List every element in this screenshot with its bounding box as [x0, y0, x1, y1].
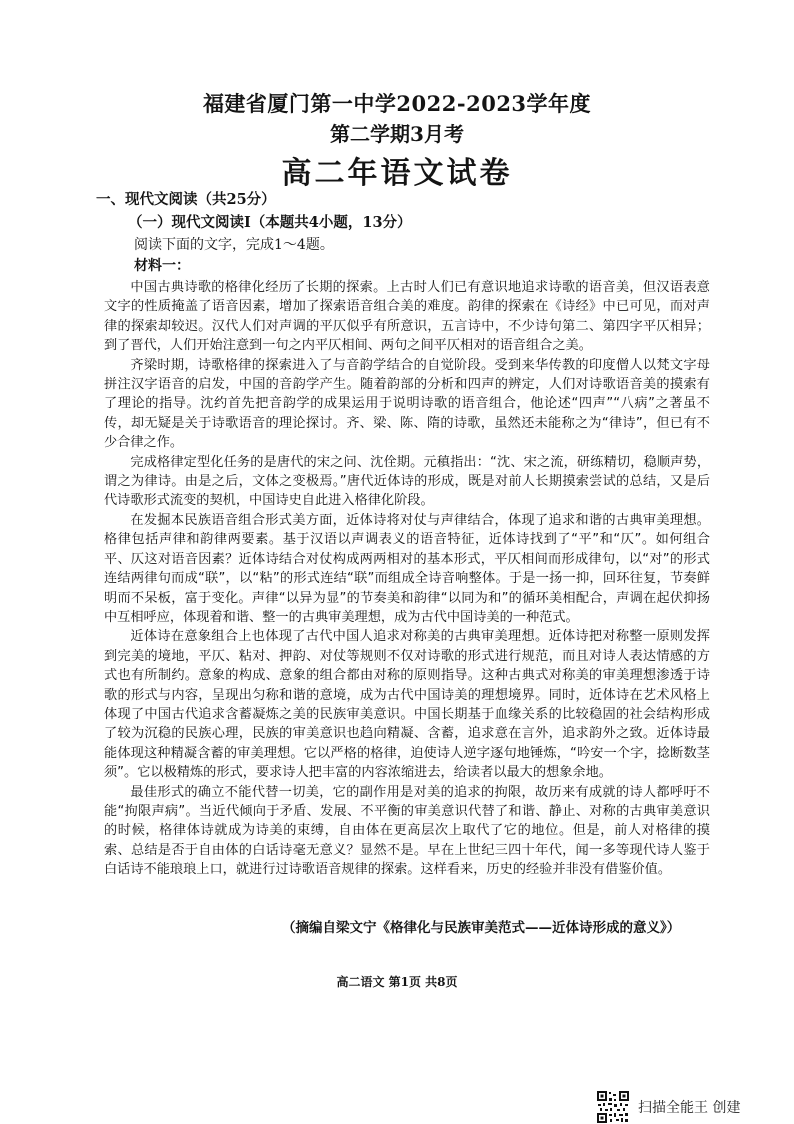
- paragraph: 近体诗在意象组合上也体现了古代中国人追求对称美的古典审美理想。近体诗把对称整一原则发挥到完美的境地，平仄、粘对、押韵、对仗等规则不仅对诗歌的形式进行规范，而且对诗人表达情感的方式也有所制约。意象的构成、意象的组合都由对称的原则指导。这种古典式对称美的审美理想渗透于诗歌的形式与内容，呈现出匀称和谐的意境，成为古代中国诗美的理想境界。同时，近体诗在艺术风格上体现了中国古代追求含蓄凝炼之美的民族审美意识。中国长期基于血缘关系的比较稳固的社会结构形成了较为沉稳的民族心理，民族的审美意识也趋向精凝、含蓄，追求意在言外，追求韵外之致。近体诗最能体现这种精凝含蓄的审美理想。它以严格的格律，迫使诗人逆字逐句地锤炼，“吟安一个字，捻断数茎须”。它以极精炼的形式，要求诗人把丰富的内容浓缩进去，给读者以最大的想象余地。: [104, 629, 710, 781]
- paragraph: 最佳形式的确立不能代替一切美，它的副作用是对美的追求的拘限，故历来有成就的诗人都呼吁不能“拘限声病”。当近代倾向于矛盾、发展、不平衡的审美意识代替了和谐、静止、对称的古典审美意识的时候，格律体诗就成为诗美的束缚，自由体在更高层次上取代了它的地位。但是，前人对格律的摸索、总结是否于自由体的白话诗毫无意义？显然不是。早在上世纪三四十年代，闻一多等现代诗人鉴于白话诗不能琅琅上口，就进行过诗歌语音规律的探索。这样看来，历史的经验并非没有借鉴价值。: [104, 784, 710, 878]
- page-footer: 高二语文 第1页 共8页: [336, 975, 458, 989]
- paragraph: 中国古典诗歌的格律化经历了长期的探索。上古时人们已有意识地追求诗歌的语音美，但汉语表意文字的性质掩盖了语音因素，增加了探索语音组合美的难度。韵律的探索在《诗经》中已可见，而对声律的探索却较迟。汉代人们对声调的平仄似乎有所意识，五言诗中，不少诗句第二、第四字平仄相异；到了晋代，人们开始注意到一句之内平仄相间、两句之间平仄相对的语音组合之美。: [104, 280, 710, 354]
- instruction-text: 阅读下面的文字，完成1～4题。: [134, 237, 334, 253]
- section-heading: 一、现代文阅读（共25分）: [96, 191, 276, 208]
- paragraph: 在发掘本民族语音组合形式美方面，近体诗将对仗与声律结合，体现了追求和谐的古典审美理想。格律包括声律和韵律两要素。基于汉语以声调表义的语音特征，近体诗找到了“平”和“仄”。如何组合平、仄这对语音因素？近体诗结合对仗构成两两相对的基本形式，平仄相间而形成律句，以“对”的形式连结两律句而成“联”，以“粘”的形式连结“联”而组成全诗音响整体。于是一扬一抑，回环往复，节奏鲜明而不呆板，富于变化。声律“以异为显”的节奏美和韵律“以同为和”的循环美相配合，声调在起伏抑扬中互相呼应，体现着和谐、整一的古典审美理想，成为古代中国诗美的一种范式。: [104, 512, 710, 625]
- term-title: 第二学期3月考: [330, 122, 464, 146]
- qr-code-icon: [596, 1090, 630, 1124]
- school-title: 福建省厦门第一中学2022-2023学年度: [202, 91, 592, 116]
- reading-passage: [104, 278, 710, 880]
- paragraph: 完成格律定型化任务的是唐代的宋之问、沈佺期。元稹指出：“沈、宋之流，研练精切，稳顺声势，谓之为律诗。由是之后，文体之变极焉。”唐代近体诗的形成，既是对前人长期摸索尝试的总结，又是后代诗歌形式流变的契机，中国诗史自此进入格律化阶段。: [104, 454, 710, 509]
- material-label: 材料一：: [134, 258, 190, 274]
- exam-title: 高二年语文试卷: [281, 156, 513, 191]
- source-citation: （摘编自梁文宁《格律化与民族审美范式——近体诗形成的意义》）: [282, 920, 681, 936]
- watermark-label: 扫描全能王 创建: [638, 1100, 741, 1116]
- paragraph: 齐梁时期，诗歌格律的探索进入了与音韵学结合的自觉阶段。受到来华传教的印度僧人以梵文字母拼注汉字语音的启发，中国的音韵学产生。随着韵部的分析和四声的辨定，人们对诗歌语音美的摸索有了理论的指导。沈约首先把音韵学的成果运用于说明诗歌的语音组合，他论述“四声”“八病”之著虽不传，却无疑是关于诗歌语音的理论探讨。齐、梁、陈、隋的诗歌，虽然还未能称之为“律诗”，但已有不少合律之作。: [104, 357, 710, 451]
- scanner-watermark: [596, 1090, 740, 1124]
- subsection-heading: （一）现代文阅读Ⅰ（本题共4小题，13分）: [128, 214, 412, 231]
